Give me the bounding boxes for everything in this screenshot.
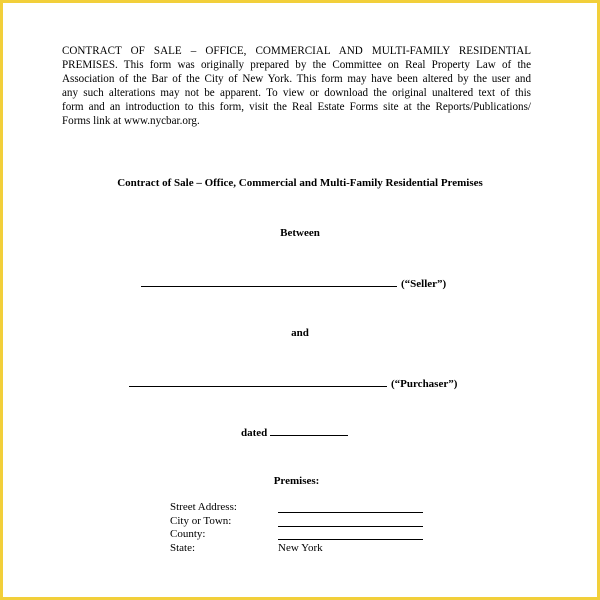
county-row [170,528,430,542]
notice-line: any such alterations may not be apparent. To view or download the original unaltered text of this [62,87,531,100]
seller-label: (“Seller”) [401,278,447,290]
city-or-town-label: City or Town: [170,514,232,527]
state-label: State: [170,541,196,554]
street-address-row [170,501,430,515]
purchaser-label: (“Purchaser”) [391,378,458,390]
and-label: and [291,327,309,339]
dated-row [241,425,348,439]
state-row [170,542,430,556]
city-or-town-row [170,515,430,529]
form-notice [62,44,531,129]
notice-line: Association of the Bar of the City of New York. This form may have been altered by the user and [62,73,531,86]
between-label: Between [280,227,320,239]
street-address-label: Street Address: [170,501,237,513]
county-label: County: [170,528,206,540]
purchaser-name-blank[interactable] [129,376,387,387]
purchaser-row [129,376,457,390]
document-title: Contract of Sale – Office, Commercial and Multi-Family Residential Premises [117,177,483,189]
notice-line: PREMISES. This form was originally prepared by the Committee on Real Property Law of the [62,59,531,72]
notice-line: Forms link at www.nycbar.org. [62,115,200,128]
state-value: New York [278,541,323,554]
date-blank[interactable] [270,425,348,436]
county-blank[interactable] [278,539,423,540]
city-or-town-blank[interactable] [278,526,423,527]
seller-name-blank[interactable] [141,276,397,287]
premises-fields [170,501,430,555]
dated-label: dated [241,427,268,439]
seller-row [141,276,446,290]
premises-heading: Premises: [273,475,320,487]
street-address-blank[interactable] [278,512,423,513]
notice-line: CONTRACT OF SALE – OFFICE, COMMERCIAL AND MULTI-FAMILY RESIDENTIAL [62,45,531,57]
notice-line: form and an introduction to this form, visit the Real Estate Forms site at the Reports/Publications/ [62,101,531,114]
